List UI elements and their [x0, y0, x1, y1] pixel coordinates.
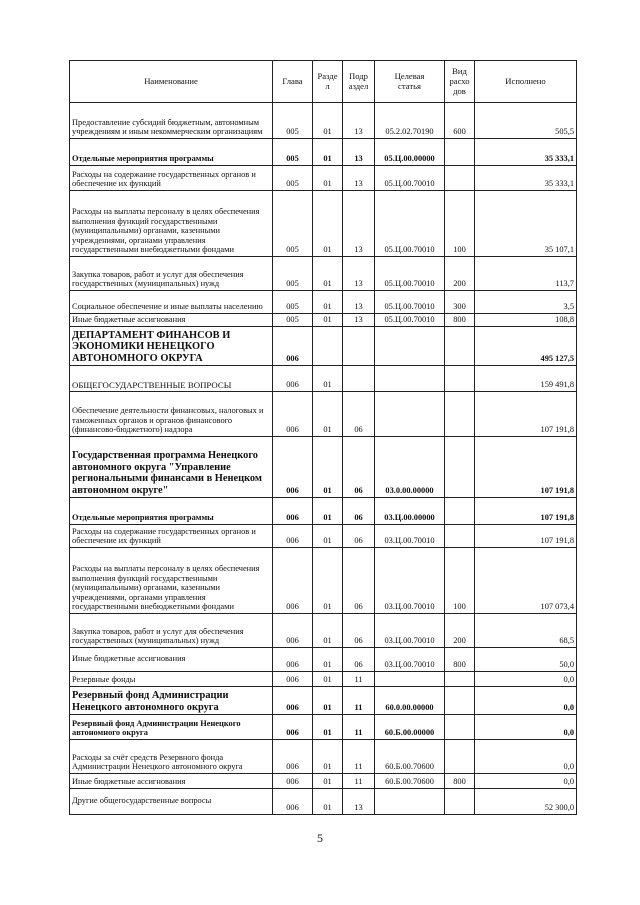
row-expense-type: 800	[445, 648, 475, 672]
row-expense-type	[445, 740, 475, 774]
header-section: Разде л	[313, 61, 343, 103]
row-subsection: 11	[343, 687, 375, 715]
row-subsection: 13	[343, 166, 375, 191]
row-expense-type: 600	[445, 103, 475, 139]
row-subsection: 06	[343, 525, 375, 548]
table-row	[70, 191, 577, 257]
row-expense-type	[445, 498, 475, 525]
row-executed: 107 191,8	[475, 437, 577, 498]
row-chapter: 006	[273, 672, 313, 687]
row-subsection	[343, 327, 375, 366]
row-target: 60.Б.00.70600	[375, 774, 445, 789]
row-name: Социальное обеспечение и иные выплаты населению	[70, 291, 273, 314]
row-subsection: 06	[343, 392, 375, 437]
row-executed: 35 333,1	[475, 139, 577, 166]
row-target: 05.Ц.00.70010	[375, 257, 445, 291]
row-target: 60.0.00.00000	[375, 687, 445, 715]
table-row	[70, 740, 577, 774]
table-row	[70, 648, 577, 672]
row-chapter: 006	[273, 648, 313, 672]
row-section: 01	[313, 257, 343, 291]
table-row	[70, 614, 577, 648]
row-expense-type	[445, 366, 475, 392]
row-name: Резервный фонд Администрации Ненецкого автономного округа	[70, 715, 273, 740]
row-expense-type	[445, 139, 475, 166]
table-row	[70, 103, 577, 139]
row-section: 01	[313, 291, 343, 314]
table-row	[70, 789, 577, 815]
row-executed: 0,0	[475, 687, 577, 715]
row-chapter: 006	[273, 774, 313, 789]
row-subsection: 06	[343, 648, 375, 672]
row-target: 03.Ц.00.70010	[375, 548, 445, 614]
row-expense-type: 100	[445, 548, 475, 614]
table-row	[70, 437, 577, 498]
row-chapter: 005	[273, 291, 313, 314]
row-section: 01	[313, 437, 343, 498]
table-row	[70, 672, 577, 687]
table-row	[70, 392, 577, 437]
row-name: Иные бюджетные ассигнования	[70, 648, 273, 672]
row-expense-type: 200	[445, 614, 475, 648]
row-name: Расходы на содержание государственных органов и обеспечение их функций	[70, 166, 273, 191]
table-row	[70, 774, 577, 789]
row-subsection: 13	[343, 103, 375, 139]
row-section: 01	[313, 191, 343, 257]
row-executed: 0,0	[475, 740, 577, 774]
row-chapter: 006	[273, 392, 313, 437]
row-target: 05.Ц.00.70010	[375, 166, 445, 191]
row-name: Расходы на содержание государственных органов и обеспечение их функций	[70, 525, 273, 548]
row-subsection: 13	[343, 191, 375, 257]
row-name: Расходы на выплаты персоналу в целях обеспечения выполнения функций государственными (муниципальными) органами, казенными учреждениями, органами управления государственными внебюджетными фондами	[70, 548, 273, 614]
row-subsection: 11	[343, 740, 375, 774]
row-expense-type: 800	[445, 314, 475, 327]
row-expense-type: 100	[445, 191, 475, 257]
row-target	[375, 327, 445, 366]
table-row	[70, 366, 577, 392]
row-name: Закупка товаров, работ и услуг для обеспечения государственных (муниципальных) нужд	[70, 614, 273, 648]
page-number: 5	[317, 831, 323, 845]
row-expense-type	[445, 672, 475, 687]
row-name: Обеспечение деятельности финансовых, налоговых и таможенных органов и органов финансового (финансово-бюджетного) надзора	[70, 392, 273, 437]
row-subsection: 06	[343, 437, 375, 498]
budget-execution-table	[69, 60, 577, 815]
row-expense-type	[445, 392, 475, 437]
row-name: Государственная программа Ненецкого автономного округа "Управление региональными финансами в Ненецком автономном округе"	[70, 437, 273, 498]
row-executed: 0,0	[475, 715, 577, 740]
row-section: 01	[313, 366, 343, 392]
row-section: 01	[313, 687, 343, 715]
row-executed: 68,5	[475, 614, 577, 648]
row-chapter: 006	[273, 525, 313, 548]
row-target: 05.Ц.00.70010	[375, 314, 445, 327]
row-executed: 495 127,5	[475, 327, 577, 366]
row-executed: 50,0	[475, 648, 577, 672]
row-name: Резервный фонд Администрации Ненецкого автономного округа	[70, 687, 273, 715]
row-chapter: 006	[273, 498, 313, 525]
row-target: 05.2.02.70190	[375, 103, 445, 139]
row-expense-type	[445, 525, 475, 548]
row-subsection: 13	[343, 291, 375, 314]
row-section: 01	[313, 314, 343, 327]
row-target: 05.Ц.00.70010	[375, 191, 445, 257]
row-chapter: 006	[273, 789, 313, 815]
table-row	[70, 525, 577, 548]
row-executed: 107 191,8	[475, 525, 577, 548]
row-chapter: 006	[273, 437, 313, 498]
row-section: 01	[313, 648, 343, 672]
row-name: Отдельные мероприятия программы	[70, 498, 273, 525]
row-section	[313, 327, 343, 366]
table-row	[70, 327, 577, 366]
row-chapter: 005	[273, 166, 313, 191]
row-section: 01	[313, 740, 343, 774]
row-expense-type: 200	[445, 257, 475, 291]
row-expense-type: 800	[445, 774, 475, 789]
row-name: Расходы за счёт средств Резервного фонда Администрации Ненецкого автономного округа	[70, 740, 273, 774]
row-chapter: 005	[273, 257, 313, 291]
row-section: 01	[313, 525, 343, 548]
row-section: 01	[313, 672, 343, 687]
row-chapter: 006	[273, 327, 313, 366]
header-expense-type: Вид расхо дов	[445, 61, 475, 103]
row-subsection: 06	[343, 548, 375, 614]
row-chapter: 006	[273, 366, 313, 392]
row-executed: 113,7	[475, 257, 577, 291]
row-name: Отдельные мероприятия программы	[70, 139, 273, 166]
row-subsection	[343, 366, 375, 392]
row-name: Резервные фонды	[70, 672, 273, 687]
row-section: 01	[313, 614, 343, 648]
row-subsection: 11	[343, 672, 375, 687]
table-row	[70, 257, 577, 291]
row-executed: 3,5	[475, 291, 577, 314]
row-chapter: 006	[273, 740, 313, 774]
row-executed: 0,0	[475, 672, 577, 687]
row-section: 01	[313, 715, 343, 740]
row-target	[375, 789, 445, 815]
row-target: 60.Б.00.70600	[375, 740, 445, 774]
table-row	[70, 715, 577, 740]
row-chapter: 006	[273, 687, 313, 715]
row-name: Расходы на выплаты персоналу в целях обеспечения выполнения функций государственными (муниципальными) органами, казенными учреждениями, органами управления государственными внебюджетными фондами	[70, 191, 273, 257]
row-target	[375, 672, 445, 687]
row-target: 05.Ц.00.00000	[375, 139, 445, 166]
row-target: 05.Ц.00.70010	[375, 291, 445, 314]
row-name: Иные бюджетные ассигнования	[70, 774, 273, 789]
row-subsection: 06	[343, 498, 375, 525]
row-expense-type: 300	[445, 291, 475, 314]
row-section: 01	[313, 789, 343, 815]
row-chapter: 005	[273, 191, 313, 257]
row-chapter: 005	[273, 314, 313, 327]
row-section: 01	[313, 548, 343, 614]
table-row	[70, 687, 577, 715]
row-subsection: 13	[343, 789, 375, 815]
row-section: 01	[313, 392, 343, 437]
row-executed: 107 073,4	[475, 548, 577, 614]
header-subsection: Подр аздел	[343, 61, 375, 103]
row-name: Другие общегосударственные вопросы	[70, 789, 273, 815]
row-target	[375, 366, 445, 392]
row-target: 03.Ц.00.70010	[375, 648, 445, 672]
row-executed: 0,0	[475, 774, 577, 789]
row-subsection: 13	[343, 139, 375, 166]
row-section: 01	[313, 498, 343, 525]
row-name: Закупка товаров, работ и услуг для обеспечения государственных (муниципальных) нужд	[70, 257, 273, 291]
row-name: ДЕПАРТАМЕНТ ФИНАНСОВ И ЭКОНОМИКИ НЕНЕЦКОГО АВТОНОМНОГО ОКРУГА	[70, 327, 273, 366]
header-name: Наименование	[70, 61, 273, 103]
row-section: 01	[313, 166, 343, 191]
row-target: 03.Ц.00.00000	[375, 498, 445, 525]
row-chapter: 005	[273, 103, 313, 139]
row-target	[375, 392, 445, 437]
row-target: 60.Б.00.00000	[375, 715, 445, 740]
row-executed: 35 107,1	[475, 191, 577, 257]
table-row	[70, 498, 577, 525]
header-target: Целевая статья	[375, 61, 445, 103]
row-chapter: 006	[273, 548, 313, 614]
table-row	[70, 314, 577, 327]
row-target: 03.Ц.00.70010	[375, 525, 445, 548]
row-target: 03.Ц.00.70010	[375, 614, 445, 648]
row-chapter: 005	[273, 139, 313, 166]
row-subsection: 13	[343, 314, 375, 327]
row-executed: 108,8	[475, 314, 577, 327]
row-expense-type	[445, 166, 475, 191]
row-executed: 52 300,0	[475, 789, 577, 815]
row-subsection: 11	[343, 715, 375, 740]
row-name: Иные бюджетные ассигнования	[70, 314, 273, 327]
row-target: 03.0.00.00000	[375, 437, 445, 498]
table-row	[70, 166, 577, 191]
row-subsection: 06	[343, 614, 375, 648]
row-chapter: 006	[273, 614, 313, 648]
row-section: 01	[313, 103, 343, 139]
row-section: 01	[313, 774, 343, 789]
table-row	[70, 291, 577, 314]
table-header-row	[70, 61, 577, 103]
table-row	[70, 548, 577, 614]
row-executed: 35 333,1	[475, 166, 577, 191]
row-expense-type	[445, 687, 475, 715]
row-executed: 159 491,8	[475, 366, 577, 392]
row-expense-type	[445, 437, 475, 498]
row-name: ОБЩЕГОСУДАРСТВЕННЫЕ ВОПРОСЫ	[70, 366, 273, 392]
row-expense-type	[445, 715, 475, 740]
row-expense-type	[445, 327, 475, 366]
header-chapter: Глава	[273, 61, 313, 103]
header-executed: Исполнено	[475, 61, 577, 103]
row-executed: 107 191,8	[475, 498, 577, 525]
row-name: Предоставление субсидий бюджетным, автономным учреждениям и иным некоммерческим организациям	[70, 103, 273, 139]
row-executed: 505,5	[475, 103, 577, 139]
row-chapter: 006	[273, 715, 313, 740]
row-section: 01	[313, 139, 343, 166]
row-expense-type	[445, 789, 475, 815]
row-subsection: 11	[343, 774, 375, 789]
row-executed: 107 191,8	[475, 392, 577, 437]
table-row	[70, 139, 577, 166]
row-subsection: 13	[343, 257, 375, 291]
